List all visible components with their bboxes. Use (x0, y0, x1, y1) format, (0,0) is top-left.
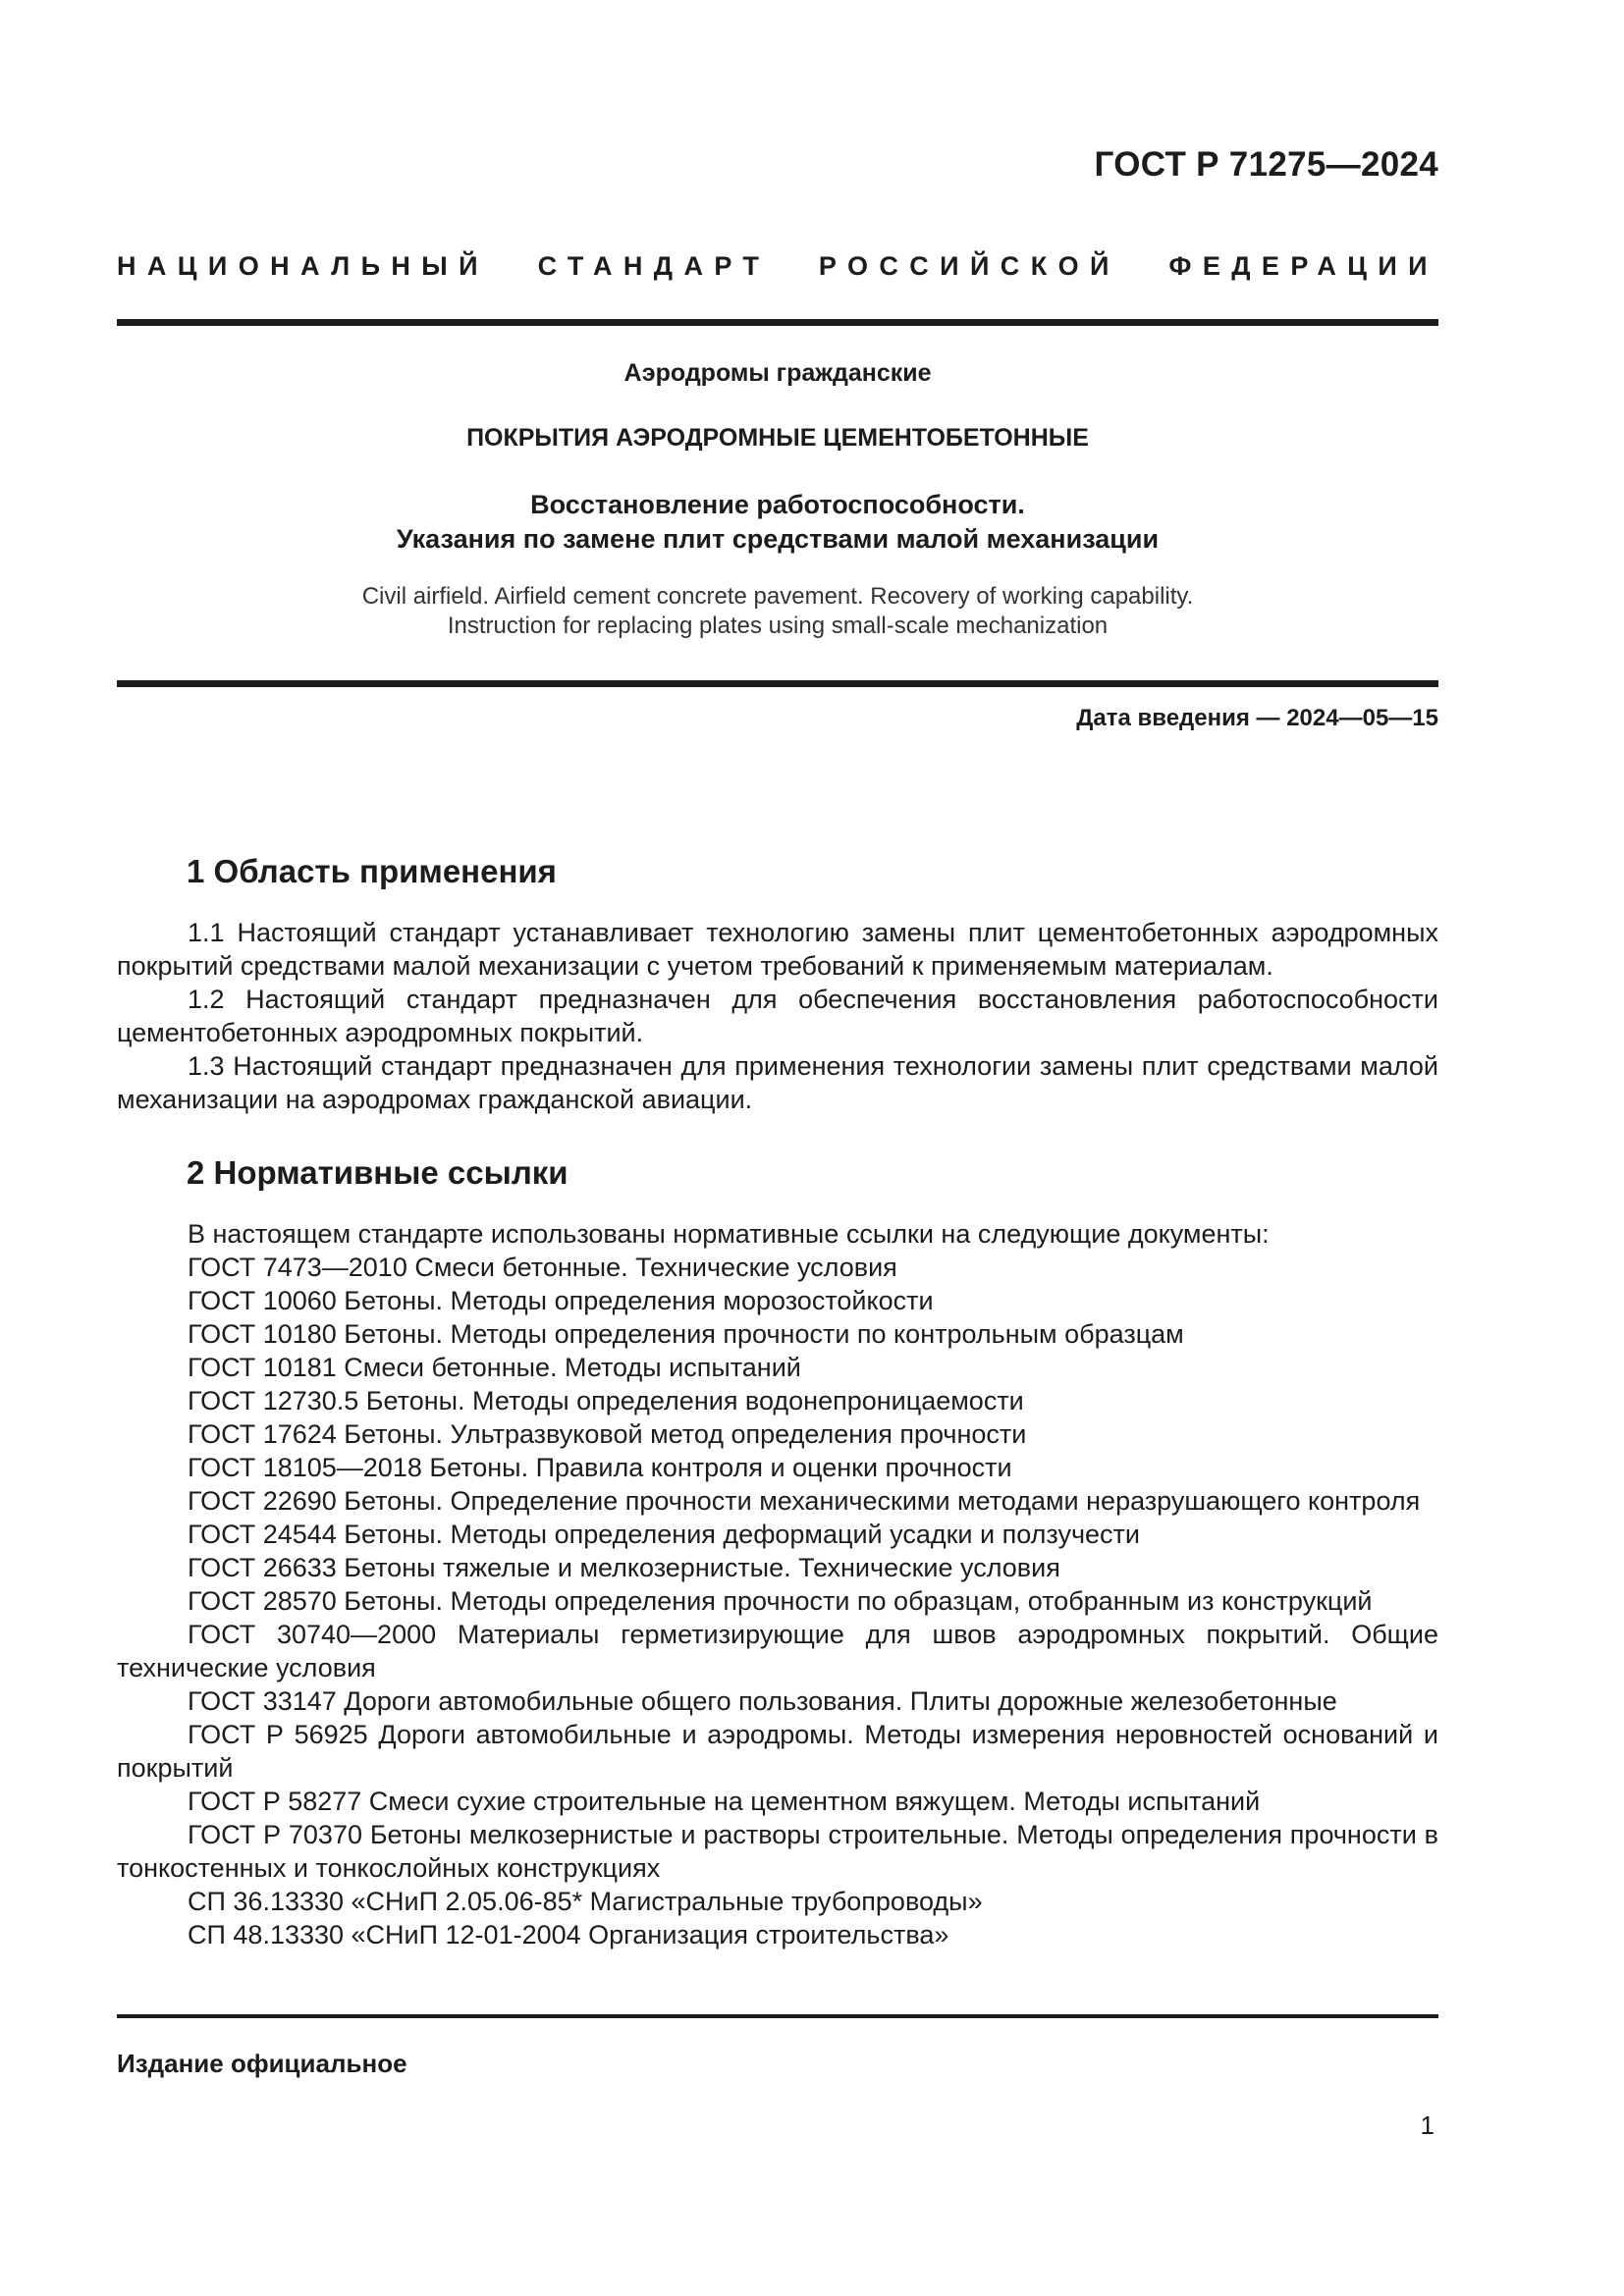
reference-item: ГОСТ 10181 Смеси бетонные. Методы испытаний (188, 1353, 801, 1382)
title-subtitle (117, 488, 1438, 557)
title-group: Аэродромы гражданские (623, 359, 932, 387)
reference-item: СП 48.13330 «СНиП 12-01-2004 Организация строительства» (188, 1920, 949, 1949)
reference-item: ГОСТ 7473—2010 Смеси бетонные. Технические условия (188, 1253, 897, 1282)
reference-item: ГОСТ Р 56925 Дороги автомобильные и аэродромы. Методы измерения неровностей оснований и покрытий (117, 1720, 1438, 1783)
paragraph-1-1: 1.1 Настоящий стандарт устанавливает технологию замены плит цементобетонных аэродромных покрытий средствами малой механизации с учетом требований к применяемым материалам. (117, 918, 1438, 981)
subtitle-line-2: Указания по замене плит средствами малой механизации (396, 524, 1160, 554)
reference-item: СП 36.13330 «СНиП 2.05.06-85* Магистральные трубопроводы» (188, 1887, 983, 1916)
reference-item: ГОСТ 28570 Бетоны. Методы определения прочности по образцам, отобранным из конструкций (188, 1586, 1373, 1616)
english-title (117, 582, 1438, 641)
reference-item: ГОСТ 10180 Бетоны. Методы определения прочности по контрольным образцам (188, 1319, 1184, 1349)
references-intro: В настоящем стандарте использованы нормативные ссылки на следующие документы: (188, 1219, 1270, 1249)
reference-item: ГОСТ 12730.5 Бетоны. Методы определения водонепроницаемости (188, 1386, 1024, 1415)
standard-number: ГОСТ Р 71275—2024 (1094, 145, 1438, 184)
reference-item: ГОСТ 24544 Бетоны. Методы определения деформаций усадки и ползучести (188, 1520, 1140, 1549)
title-bottom-divider (117, 680, 1438, 687)
reference-item: ГОСТ Р 58277 Смеси сухие строительные на цементном вяжущем. Методы испытаний (188, 1787, 1261, 1816)
reference-item: ГОСТ 22690 Бетоны. Определение прочности механическими методами неразрушающего контроля (188, 1486, 1421, 1516)
document-page (117, 0, 1438, 2296)
date-of-introduction: Дата введения — 2024—05—15 (1076, 705, 1438, 731)
title-main: ПОКРЫТИЯ АЭРОДРОМНЫЕ ЦЕМЕНТОБЕТОННЫЕ (466, 424, 1089, 452)
subtitle-line-1: Восстановление работоспособности. (530, 490, 1025, 519)
top-divider (117, 319, 1438, 326)
footer-divider (117, 2014, 1438, 2018)
section-2-heading: 2 Нормативные ссылки (187, 1154, 568, 1191)
reference-item: ГОСТ 30740—2000 Материалы герметизирующие для швов аэродромных покрытий. Общие технические условия (117, 1620, 1438, 1682)
reference-item: ГОСТ 10060 Бетоны. Методы определения морозостойкости (188, 1286, 934, 1315)
english-line-2: Instruction for replacing plates using small-scale mechanization (447, 613, 1109, 639)
reference-item: ГОСТ 26633 Бетоны тяжелые и мелкозернистые. Технические условия (188, 1553, 1060, 1582)
section-1-body (117, 916, 1438, 1116)
page-number: 1 (1420, 2110, 1435, 2140)
reference-item: ГОСТ 18105—2018 Бетоны. Правила контроля и оценки прочности (188, 1453, 1012, 1482)
paragraph-1-3: 1.3 Настоящий стандарт предназначен для применения технологии замены плит средствами малой механизации на аэродромах гражданской авиации. (117, 1051, 1438, 1114)
reference-item: ГОСТ 17624 Бетоны. Ультразвуковой метод определения прочности (188, 1419, 1027, 1449)
reference-item: ГОСТ Р 70370 Бетоны мелкозернистые и растворы строительные. Методы определения прочности в тонкостенных и тонкослойных конструкциях (117, 1820, 1438, 1883)
paragraph-1-2: 1.2 Настоящий стандарт предназначен для обеспечения восстановления работоспособности цементобетонных аэродромных покрытий. (117, 985, 1438, 1047)
english-line-1: Civil airfield. Airfield cement concrete pavement. Recovery of working capability. (361, 583, 1194, 610)
reference-item: ГОСТ 33147 Дороги автомобильные общего пользования. Плиты дорожные железобетонные (188, 1686, 1337, 1716)
national-standard-banner: НАЦИОНАЛЬНЫЙ СТАНДАРТ РОССИЙСКОЙ ФЕДЕРАЦИИ (117, 251, 1438, 281)
official-edition-label: Издание официальное (117, 2049, 407, 2078)
section-2-body (117, 1217, 1438, 1951)
section-1-heading: 1 Область применения (187, 853, 557, 889)
